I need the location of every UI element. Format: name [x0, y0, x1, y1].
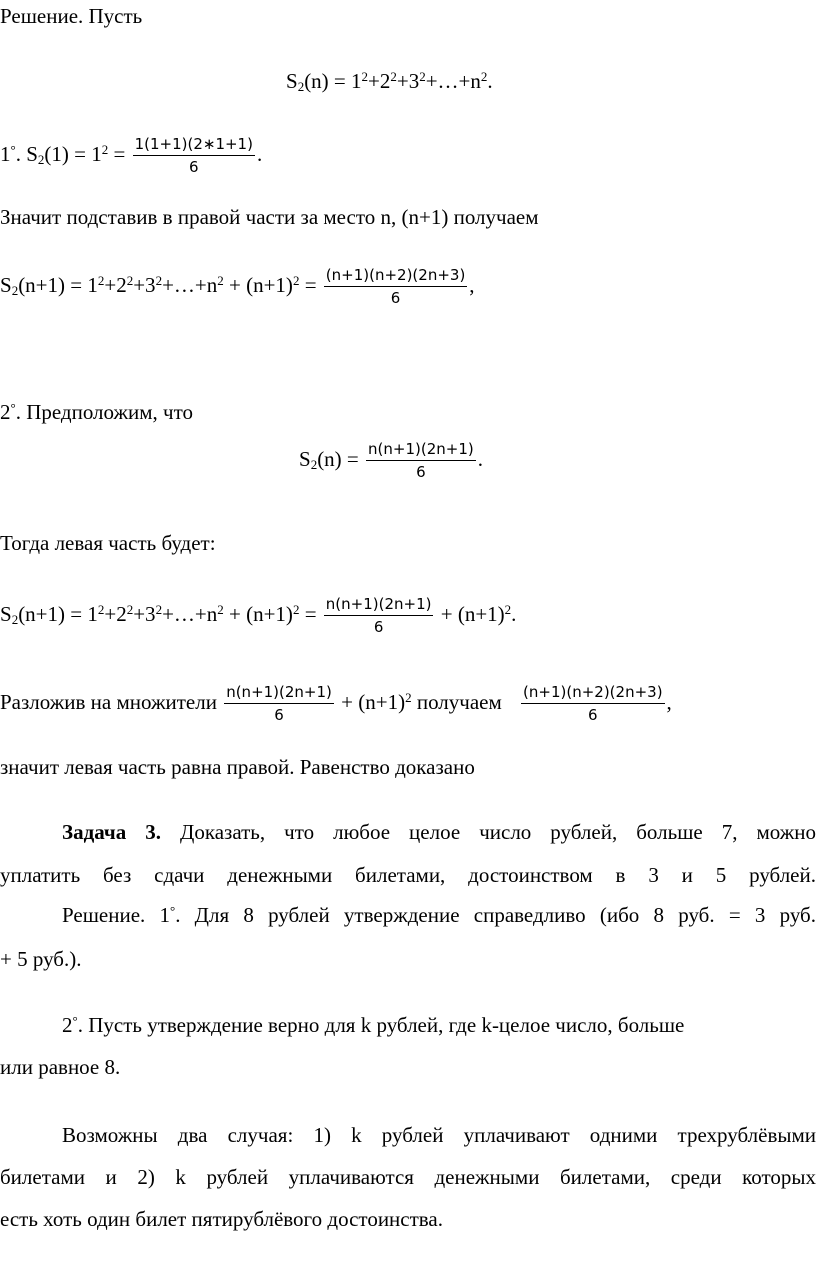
problem-3-line-2: уплатить без сдачи денежными билетами, достоинством в 3 и 5 рублей.: [0, 863, 816, 887]
base-case-formula: 1°. $S_2(1) = 1^2$ = $\frac{1(1+1)(2∗1+1)}{6}$ .: [0, 135, 263, 176]
fraction: $\frac{n(n+1)(2n+1)}{6}$: [226, 683, 332, 724]
factorization-formula: Разложив на множители $\frac{n(n+1)(2n+1)}{6}$ + $(n+1)^2$ получаем $\frac{(n+1)(n+2)(2n+3)}{6}$ ,: [0, 683, 672, 724]
problem-3-title: Задача 3.: [62, 820, 161, 844]
cases-line-3: есть хоть один билет пятирублёвого достоинства.: [0, 1207, 443, 1231]
fraction: $\frac{(n+1)(n+2)(2n+3)}{6}$: [325, 266, 466, 307]
fraction: $\frac{1(1+1)(2∗1+1)}{6}$: [134, 135, 253, 176]
fraction: $\frac{n(n+1)(2n+1)}{6}$: [368, 440, 474, 481]
text-line: Значит подставив в правой части за место n, (n+1) получаем: [0, 205, 539, 229]
fraction: $\frac{n(n+1)(2n+1)}{6}$: [325, 595, 432, 636]
solution-step-1-line-1: Решение. 1°. Для 8 рублей утверждение справедливо (ибо 8 руб. = 3 руб.: [62, 903, 816, 927]
cases-line-1: Возможны два случая: 1) k рублей уплачивают одними трехрублёвыми: [62, 1123, 816, 1147]
sum-definition-formula: $S_2(n)$ = $1^2+2^2+3^2+\dots+n^2$.: [286, 69, 493, 94]
solution-heading: Решение. Пусть: [0, 4, 143, 28]
conclusion-line: значит левая часть равна правой. Равенство доказано: [0, 755, 475, 779]
assumption-formula: $S_2(n)$ = $\frac{n(n+1)(2n+1)}{6}$ .: [299, 440, 483, 481]
assumption-line: 2°. Предположим, что: [0, 400, 194, 424]
fraction: $\frac{(n+1)(n+2)(2n+3)}{6}$: [523, 683, 663, 724]
cases-line-2: билетами и 2) k рублей уплачиваются денежными билетами, среди которых: [0, 1165, 816, 1189]
problem-3-line-1: Задача 3. Доказать, что любое целое число рублей, больше 7, можно: [62, 820, 816, 844]
left-side-formula: $S_2(n+1)$ = $1^2+2^2+3^2+\dots+n^2 + (n+1)^2$ = $\frac{n(n+1)(2n+1)}{6}$ + $(n+1)^2$.: [0, 595, 517, 636]
text-line: Тогда левая часть будет:: [0, 531, 216, 555]
substitution-formula: $S_2(n+1)$ = $1^2+2^2+3^2+\dots+n^2 + (n+1)^2$ = $\frac{(n+1)(n+2)(2n+3)}{6}$ ,: [0, 266, 475, 307]
solution-step-1-line-2: + 5 руб.).: [0, 947, 82, 971]
solution-step-2-line-1: 2°. Пусть утверждение верно для k рублей, где k-целое число, больше: [62, 1013, 685, 1037]
solution-step-2-line-2: или равное 8.: [0, 1055, 121, 1079]
